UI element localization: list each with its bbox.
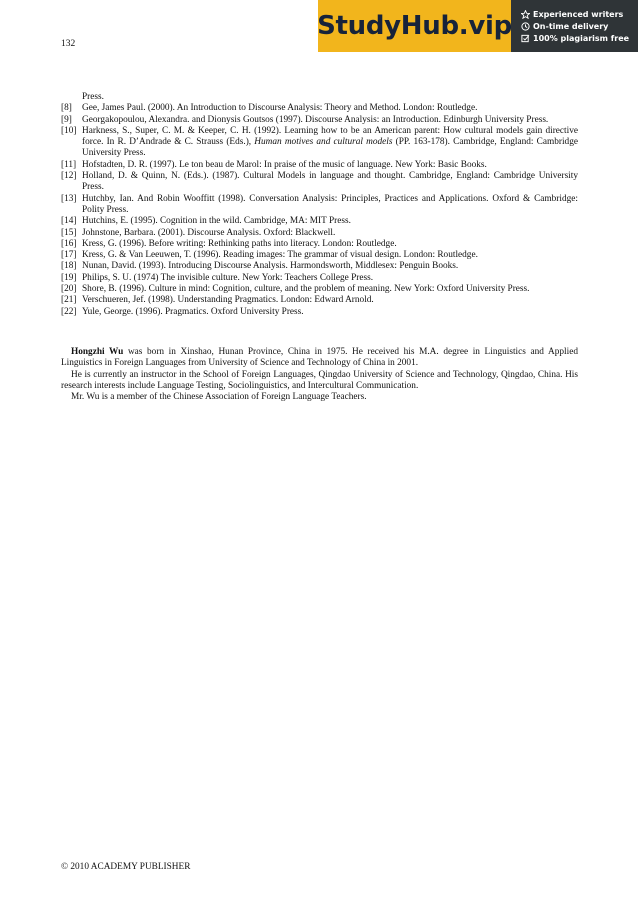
reference-item xyxy=(61,284,578,295)
reference-segment: Verschueren, Jef. (1998). Understanding Pragmatics. London: Edward Arnold. xyxy=(82,295,374,306)
banner-feature xyxy=(521,10,638,19)
reference-text xyxy=(82,284,578,295)
reference-item xyxy=(61,115,578,126)
reference-text xyxy=(82,273,578,284)
reference-text: Press. xyxy=(82,92,104,102)
reference-segment: Philips, S. U. (1974) The invisible culture. New York: Teachers College Press. xyxy=(82,272,374,283)
reference-text xyxy=(82,171,578,194)
reference-number: [22] xyxy=(61,306,77,317)
reference-item xyxy=(61,250,578,261)
reference-title-italic: Human motives and cultural models xyxy=(254,137,393,148)
reference-number: [11] xyxy=(61,159,77,170)
reference-number: [15] xyxy=(61,227,77,238)
reference-text xyxy=(82,307,578,318)
banner-logo[interactable] xyxy=(318,0,511,52)
reference-item xyxy=(61,295,578,306)
reference-number: [14] xyxy=(61,216,77,227)
reference-text xyxy=(82,261,578,272)
reference-text xyxy=(82,250,578,261)
ad-banner[interactable] xyxy=(318,0,638,52)
reference-text xyxy=(82,103,578,114)
banner-logo-text: StudyHub.vip xyxy=(317,11,512,41)
reference-text xyxy=(82,295,578,306)
author-name: Hongzhi Wu xyxy=(71,347,124,357)
shield-check-icon xyxy=(521,34,530,43)
bio-paragraph: Mr. Wu is a member of the Chinese Association of Foreign Language Teachers. xyxy=(71,392,367,403)
reference-item xyxy=(61,216,578,227)
reference-segment: Johnstone, Barbara. (2001). Discourse Analysis. Oxford: Blackwell. xyxy=(82,227,336,238)
reference-number: [10] xyxy=(61,125,77,136)
reference-number: [9] xyxy=(61,114,72,125)
banner-feature xyxy=(521,34,638,43)
reference-item xyxy=(61,307,578,318)
author-bio xyxy=(61,347,578,403)
reference-text xyxy=(82,194,578,217)
bio-paragraph: He is currently an instructor in the School of Foreign Languages, Qingdao University of Science and Technology, Qingdao, China. His research interests include Language Testing, Sociolinguistics, and Intercultural Communication. xyxy=(61,369,578,391)
reference-continued xyxy=(61,92,578,103)
reference-segment: Georgakopoulou, Alexandra. and Dionysis Goutsos (1997). Discourse Analysis: an Introduction. Edinburgh University Press. xyxy=(82,114,549,125)
reference-item xyxy=(61,171,578,194)
reference-item xyxy=(61,228,578,239)
reference-segment: Gee, James Paul. (2000). An Introduction to Discourse Analysis: Theory and Method. London: Routledge. xyxy=(82,103,478,114)
reference-number: [13] xyxy=(61,193,77,204)
reference-number: [16] xyxy=(61,238,77,249)
reference-item xyxy=(61,273,578,284)
reference-text xyxy=(82,239,578,250)
reference-segment: Holland, D. & Quinn, N. (Eds.). (1987). Cultural Models in language and thought. Cambridge, England: Cambridge University Press. xyxy=(82,171,578,193)
page-number: 132 xyxy=(61,39,76,49)
banner-feature-label: 100% plagiarism free xyxy=(533,33,630,43)
reference-number: [21] xyxy=(61,295,77,306)
reference-segment: Yule, George. (1996). Pragmatics. Oxford University Press. xyxy=(82,306,304,317)
reference-segment: (PP. 163-178). Cambridge, England: Cambridge University Press. xyxy=(82,137,578,159)
reference-text xyxy=(82,160,578,171)
reference-segment: Shore, B. (1996). Culture in mind: Cognition, culture, and the problem of meaning. New York: Oxford University Press. xyxy=(82,284,530,295)
reference-number: [20] xyxy=(61,284,77,295)
reference-items xyxy=(61,103,578,318)
reference-segment: Hofstadten, D. R. (1997). Le ton beau de Marol: In praise of the music of language. New York: Basic Books. xyxy=(82,159,487,170)
reference-number: [12] xyxy=(61,171,77,182)
reference-segment: Kress, G. (1996). Before writing: Rethinking paths into literacy. London: Routledge. xyxy=(82,238,397,249)
reference-number: [17] xyxy=(61,250,77,261)
reference-item xyxy=(61,103,578,114)
footer-copyright: © 2010 ACADEMY PUBLISHER xyxy=(61,862,191,872)
references-list xyxy=(61,92,578,318)
reference-text xyxy=(82,115,578,126)
reference-segment: Nunan, David. (1993). Introducing Discourse Analysis. Harmondsworth, Middlesex: Penguin Books. xyxy=(82,261,459,272)
reference-number: [19] xyxy=(61,272,77,283)
reference-text xyxy=(82,126,578,160)
reference-segment: Harkness, S., Super, C. M. & Keeper, C. H. (1992). Learning how to be an American parent: How cultural models gain directive force. In R. D’Andrade & C. Strauss (Eds.), xyxy=(82,125,578,148)
bio-text: was born in Xinshao, Hunan Province, China in 1975. He received his M.A. degree in Linguistics and Applied Linguistics in Foreign Languages from University of Science and Technology of China in 2001. xyxy=(61,347,578,369)
reference-item xyxy=(61,126,578,160)
clock-icon xyxy=(521,22,530,31)
reference-item xyxy=(61,160,578,171)
reference-number: [8] xyxy=(61,103,72,114)
star-icon xyxy=(521,10,530,19)
reference-number: [18] xyxy=(61,261,77,272)
banner-feature-label: On-time delivery xyxy=(533,21,609,31)
reference-segment: Kress, G. & Van Leeuwen, T. (1996). Reading images: The grammar of visual design. London: Routledge. xyxy=(82,250,478,261)
reference-item xyxy=(61,261,578,272)
reference-segment: Hutchby, Ian. And Robin Wooffitt (1998). Conversation Analysis: Principles, Practices and Applications. Oxford & Cambridge: Polity Press. xyxy=(82,193,578,215)
banner-features xyxy=(511,0,638,52)
reference-segment: Hutchins, E. (1995). Cognition in the wild. Cambridge, MA: MIT Press. xyxy=(82,216,351,227)
banner-feature-label: Experienced writers xyxy=(533,9,624,19)
reference-item xyxy=(61,239,578,250)
reference-text xyxy=(82,216,578,227)
bio-paragraph xyxy=(61,347,578,370)
reference-item xyxy=(61,194,578,217)
reference-text xyxy=(82,228,578,239)
banner-feature xyxy=(521,22,638,31)
